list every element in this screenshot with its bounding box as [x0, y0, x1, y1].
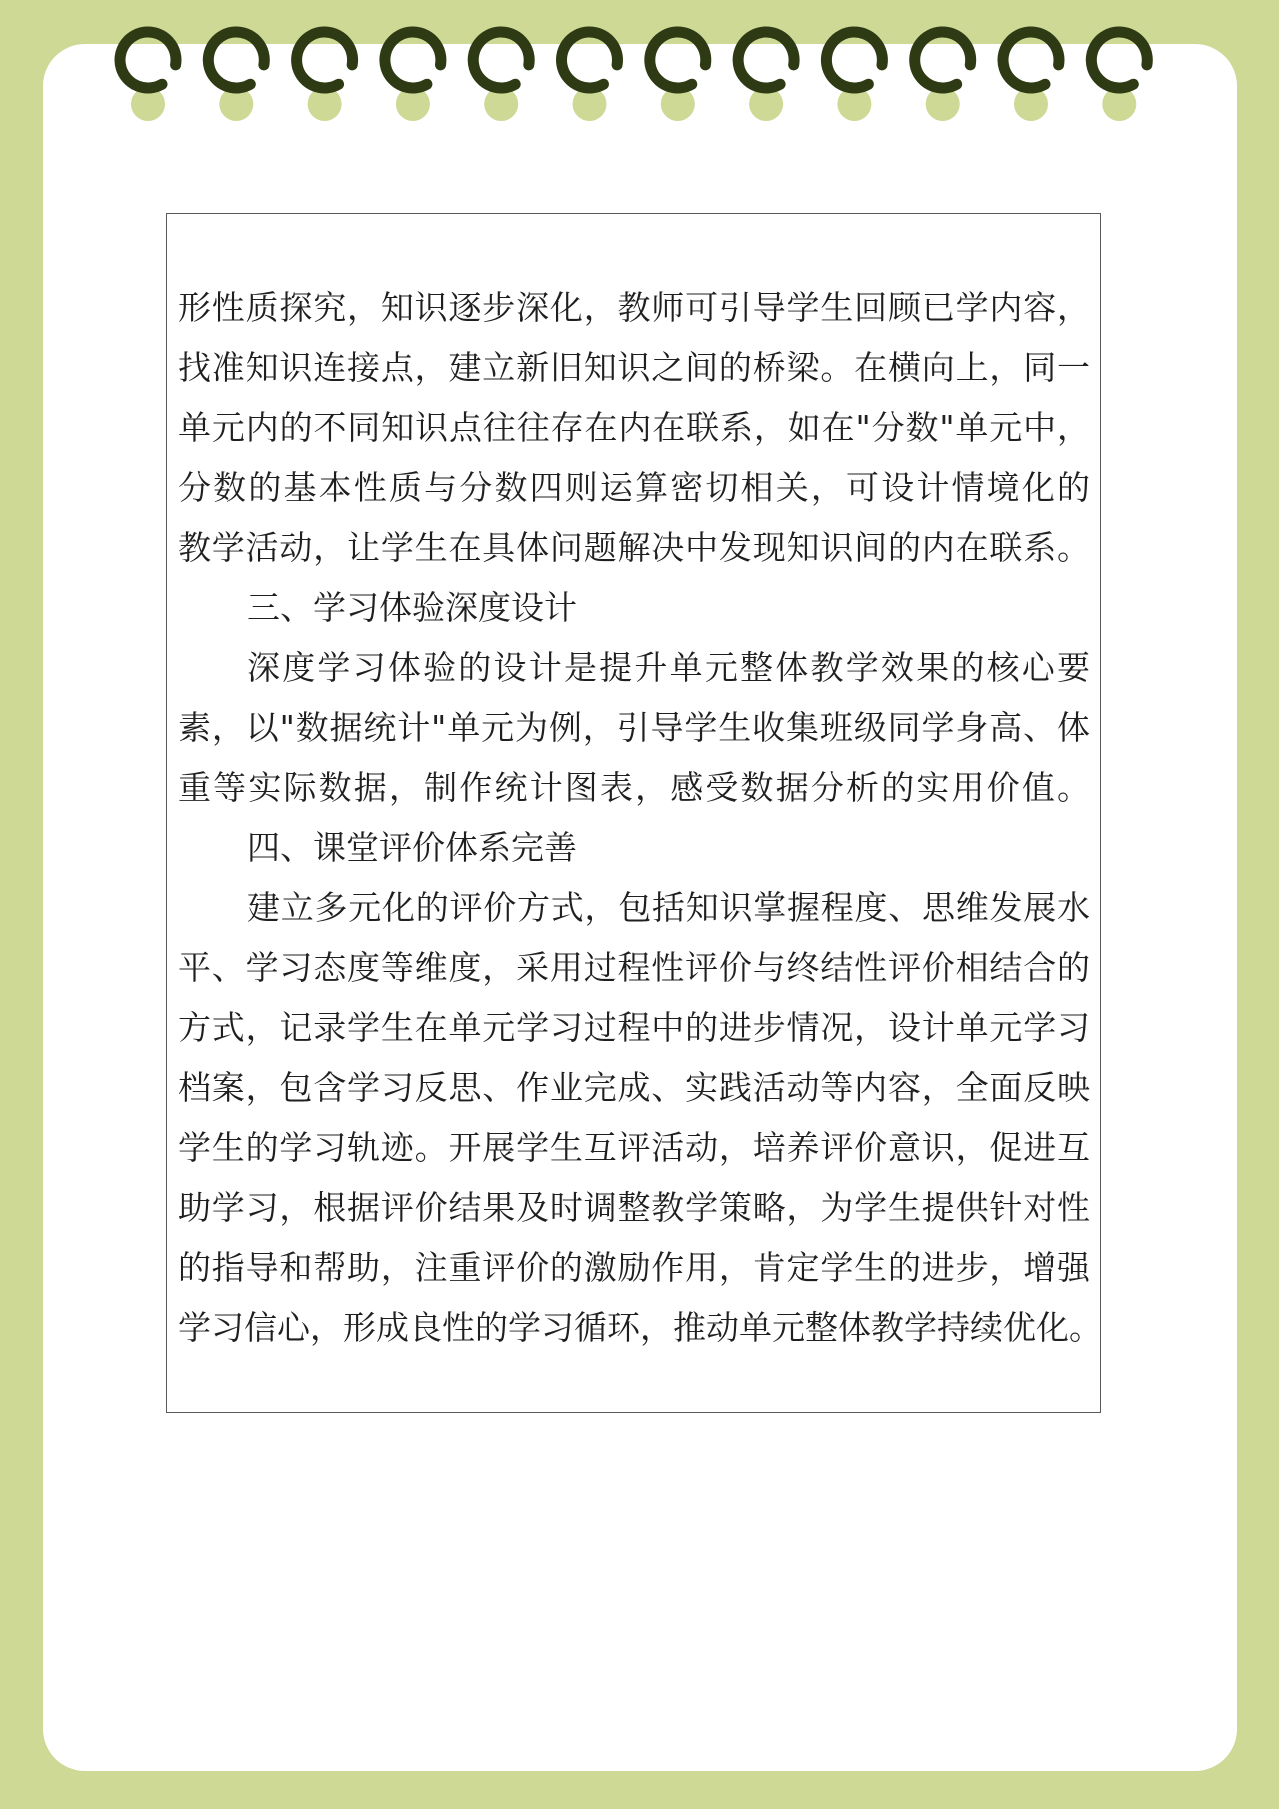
paragraph-line: 重等实际数据，制作统计图表，感受数据分析的实用价值。: [178, 768, 1090, 807]
paragraph-line: 的指导和帮助，注重评价的激励作用，肯定学生的进步，增强: [178, 1248, 1090, 1287]
section-heading: 四、课堂评价体系完善: [247, 828, 577, 867]
paragraph-line: 助学习，根据评价结果及时调整教学策略，为学生提供针对性: [178, 1188, 1090, 1227]
paragraph-line: 建立多元化的评价方式，包括知识掌握程度、思维发展水: [247, 888, 1090, 927]
paragraph-line: 档案，包含学习反思、作业完成、实践活动等内容，全面反映: [178, 1068, 1090, 1107]
paragraph-line: 学生的学习轨迹。开展学生互评活动，培养评价意识，促进互: [178, 1128, 1090, 1167]
paragraph-line: 方式，记录学生在单元学习过程中的进步情况，设计单元学习: [178, 1008, 1090, 1047]
paragraph-line: 教学活动，让学生在具体问题解决中发现知识间的内在联系。: [178, 528, 1090, 567]
paragraph-line: 素，以"数据统计"单元为例，引导学生收集班级同学身高、体: [178, 708, 1090, 747]
paragraph-line: 单元内的不同知识点往往存在内在联系，如在"分数"单元中，: [178, 408, 1090, 447]
paragraph-line: 平、学习态度等维度，采用过程性评价与终结性评价相结合的: [178, 948, 1090, 987]
paragraph-line: 深度学习体验的设计是提升单元整体教学效果的核心要: [247, 648, 1090, 687]
paragraph-line: 找准知识连接点，建立新旧知识之间的桥梁。在横向上，同一: [178, 348, 1090, 387]
paragraph-line: 形性质探究，知识逐步深化，教师可引导学生回顾已学内容，: [178, 288, 1090, 327]
paragraph-line: 分数的基本性质与分数四则运算密切相关，可设计情境化的: [178, 468, 1090, 507]
section-heading: 三、学习体验深度设计: [247, 588, 577, 627]
paragraph-line: 学习信心，形成良性的学习循环，推动单元整体教学持续优化。: [178, 1308, 1102, 1347]
